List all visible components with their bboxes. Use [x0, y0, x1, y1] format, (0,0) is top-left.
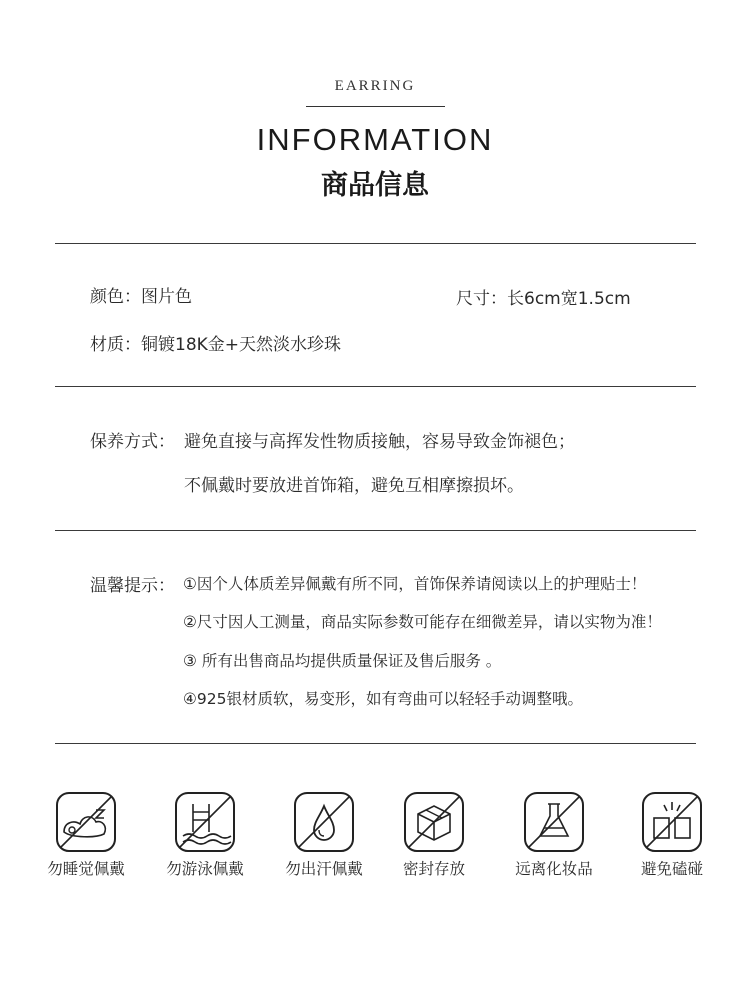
no-sweat-icon [294, 792, 354, 852]
no-swimming-icon [175, 792, 235, 852]
size-spec [456, 284, 631, 309]
no-cosmetics-icon [524, 792, 584, 852]
no-bumping-label: 避免磕碰 [640, 860, 703, 878]
material-value: 铜镀18K金+天然淡水珍珠 [141, 335, 342, 355]
no-bumping-icon [642, 792, 702, 852]
divider [55, 243, 696, 244]
tip-item-3: ③ 所有出售商品均提供质量保证及售后服务 。 [183, 652, 502, 670]
material-label: 材质： [90, 335, 141, 355]
color-spec [90, 282, 192, 307]
care-line-1: 避免直接与高挥发性物质接触，容易导致金饰褪色； [184, 432, 575, 452]
tips-label: 温馨提示： [90, 576, 175, 596]
divider [55, 743, 696, 744]
no-sleeping-label: 勿睡觉佩戴 [47, 860, 125, 878]
eyebrow-underline [306, 106, 445, 107]
divider [55, 530, 696, 531]
no-sweat-label: 勿出汗佩戴 [285, 860, 363, 878]
tip-item-1: ①因个人体质差异佩戴有所不同，首饰保养请阅读以上的护理贴士！ [183, 575, 647, 593]
size-value: 长6cm宽1.5cm [507, 289, 631, 309]
color-value: 图片色 [141, 287, 192, 307]
color-label: 颜色： [90, 287, 141, 307]
sealed-box-label: 密封存放 [402, 860, 465, 878]
tip-item-4: ④925银材质软，易变形，如有弯曲可以轻轻手动调整哦。 [183, 690, 583, 708]
material-spec [90, 330, 341, 355]
care-line-2: 不佩戴时要放进首饰箱，避免互相摩擦损坏。 [184, 476, 524, 496]
size-label: 尺寸： [456, 289, 507, 309]
page-title: INFORMATION [256, 122, 494, 157]
eyebrow-label: EARRING [334, 78, 416, 94]
care-label: 保养方式： [90, 432, 175, 452]
tip-item-2: ②尺寸因人工测量，商品实际参数可能存在细微差异，请以实物为准！ [183, 613, 662, 631]
divider [55, 386, 696, 387]
sealed-box-icon [404, 792, 464, 852]
page-subtitle: 商品信息 [321, 170, 429, 201]
no-cosmetics-label: 远离化妆品 [515, 860, 593, 878]
no-swimming-label: 勿游泳佩戴 [166, 860, 244, 878]
no-sleeping-icon [56, 792, 116, 852]
